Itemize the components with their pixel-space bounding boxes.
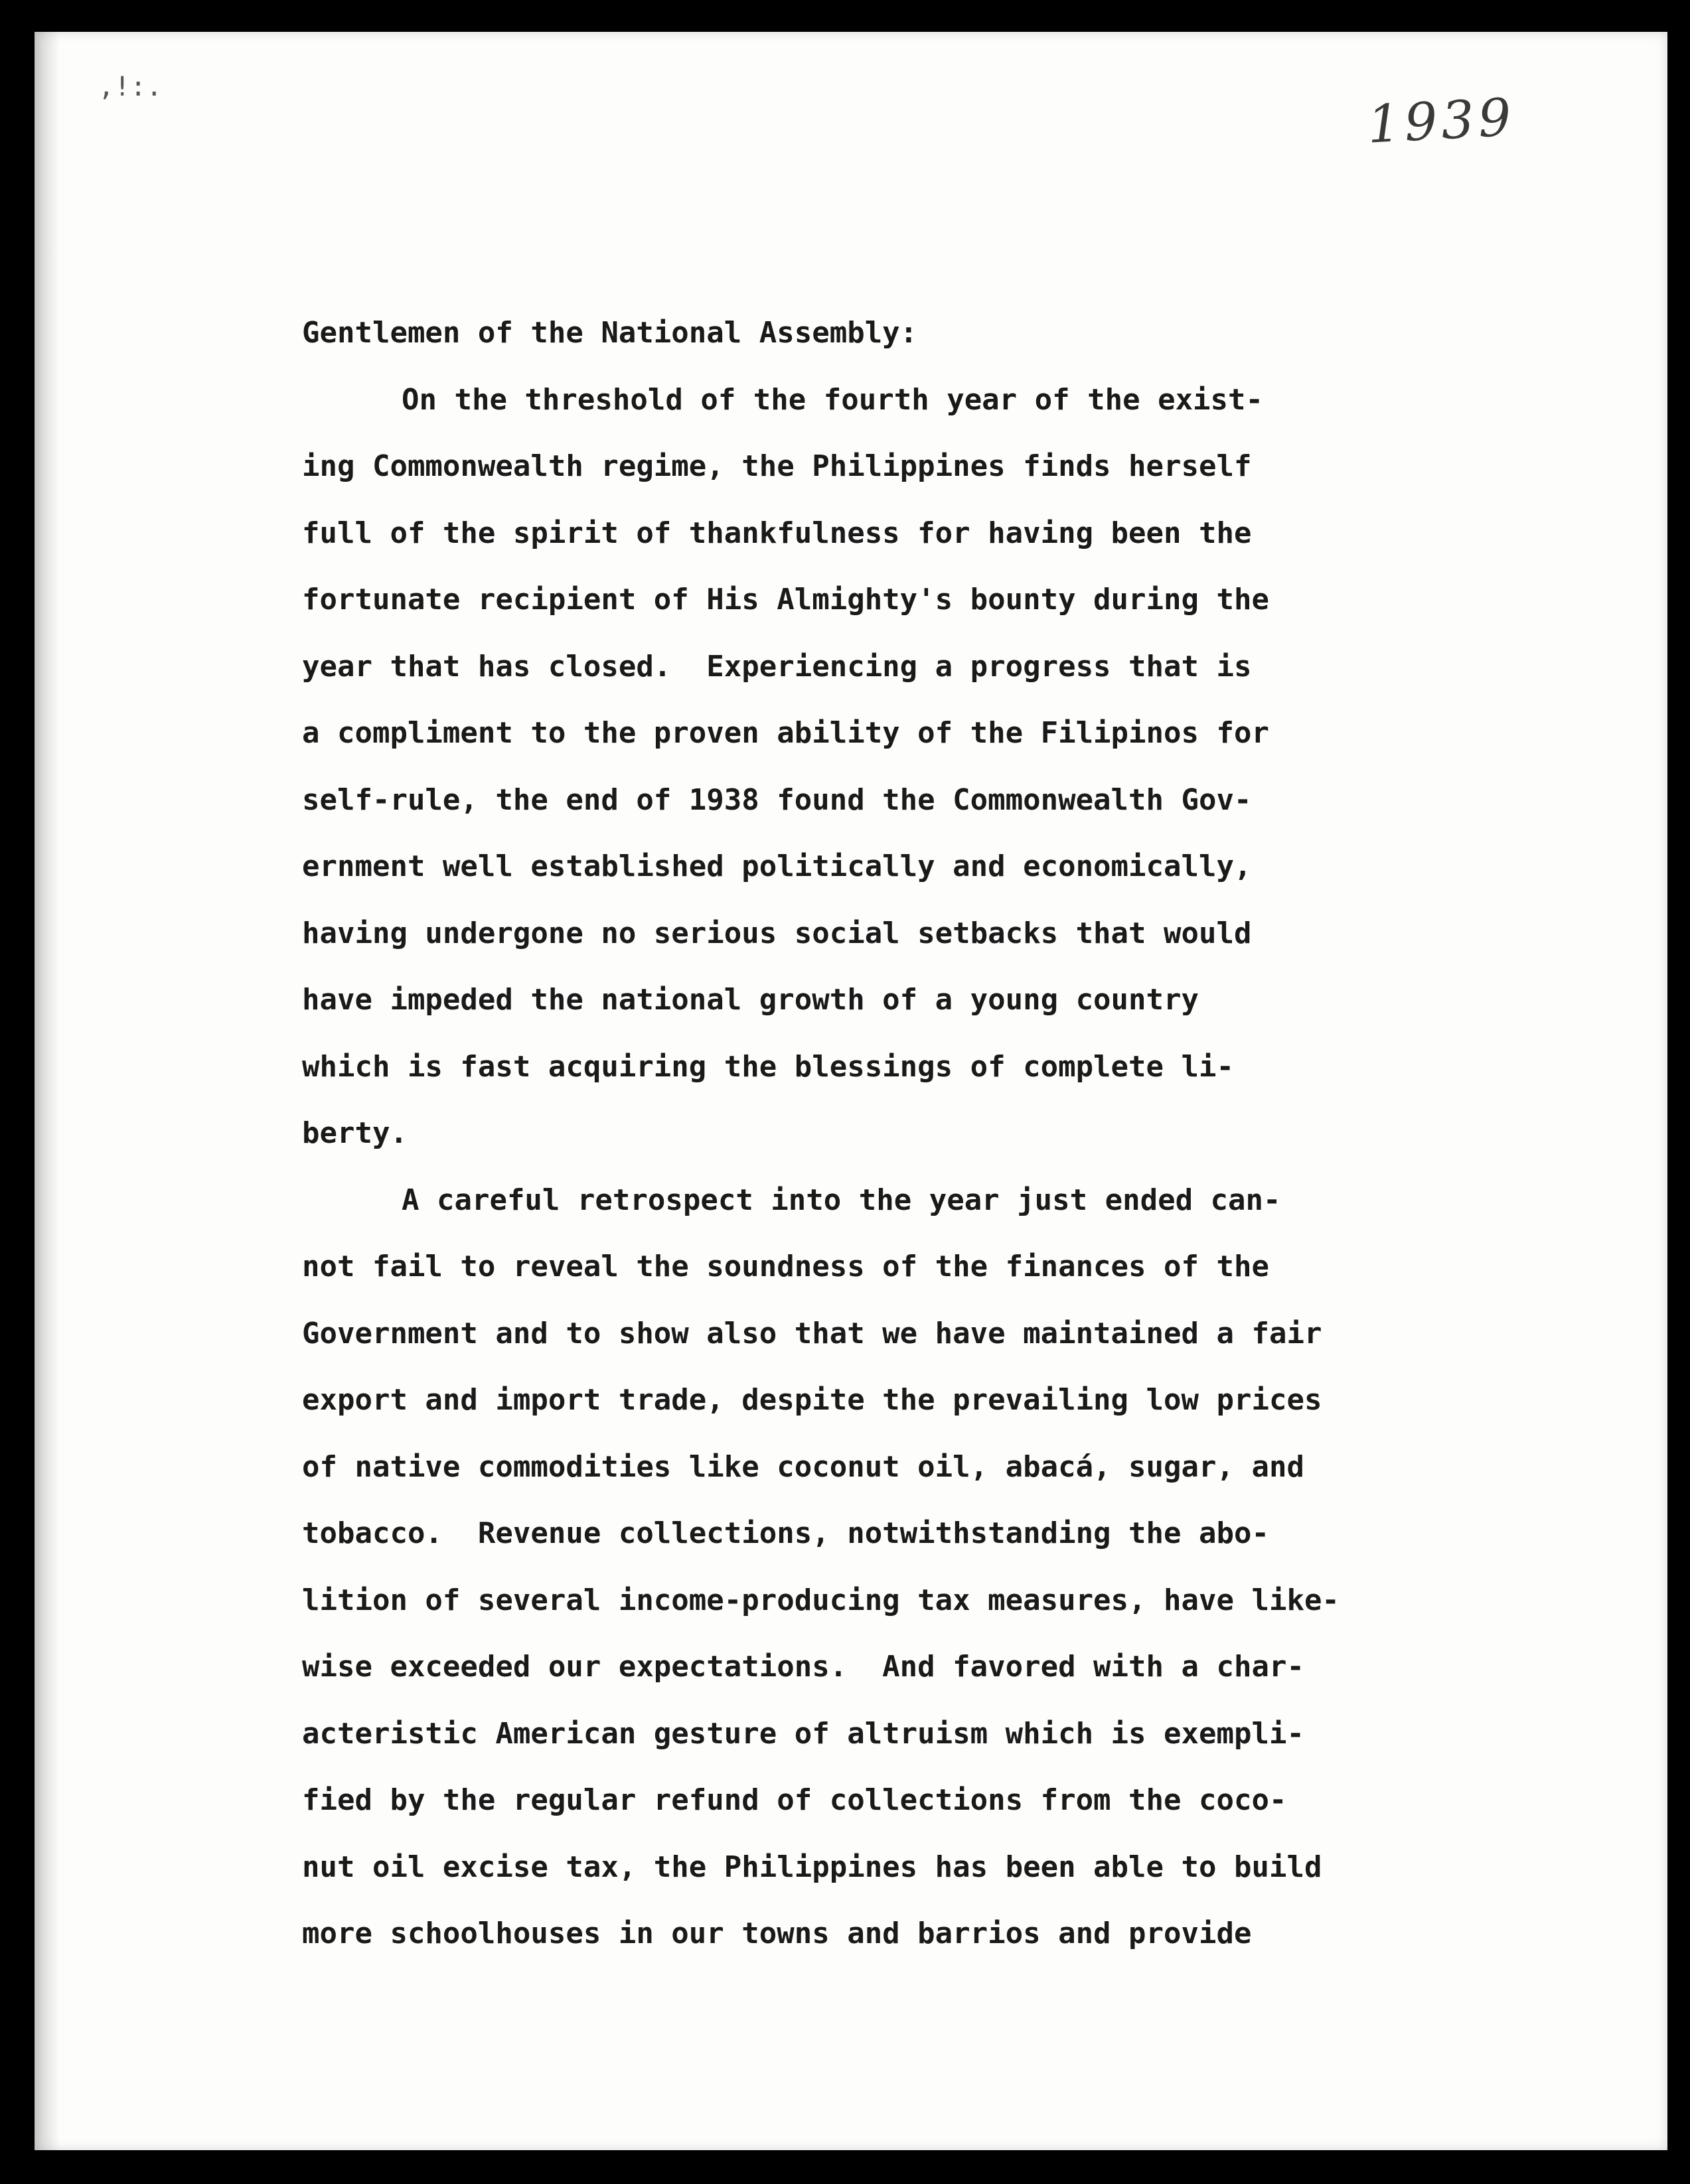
body-text	[302, 300, 1563, 1968]
text-line: which is fast acquiring the blessings of complete li-	[302, 1049, 1234, 1084]
page-edge-shadow	[35, 32, 60, 2150]
text-line: having undergone no serious social setbacks that would	[302, 916, 1252, 950]
text-line: ing Commonwealth regime, the Philippines finds herself	[302, 449, 1252, 483]
text-line: year that has closed. Experiencing a progress that is	[302, 649, 1252, 684]
text-line: acteristic American gesture of altruism which is exempli-	[302, 1716, 1304, 1751]
handwritten-year: 1939	[1365, 88, 1517, 155]
text-line: export and import trade, despite the prevailing low prices	[302, 1383, 1322, 1417]
text-line: lition of several income-producing tax measures, have like-	[302, 1583, 1340, 1617]
text-line: On the threshold of the fourth year of the exist-	[402, 382, 1264, 417]
text-line: A careful retrospect into the year just ended can-	[402, 1183, 1281, 1217]
text-line: ernment well established politically and economically,	[302, 849, 1252, 883]
text-line: have impeded the national growth of a young country	[302, 983, 1199, 1017]
text-line: tobacco. Revenue collections, notwithstanding the abo-	[302, 1516, 1269, 1550]
text-line: full of the spirit of thankfulness for having been the	[302, 516, 1252, 550]
text-line: not fail to reveal the soundness of the finances of the	[302, 1250, 1269, 1283]
salutation-line: Gentlemen of the National Assembly:	[302, 316, 918, 350]
text-line: fied by the regular refund of collections from the coco-	[302, 1783, 1287, 1817]
text-line: wise exceeded our expectations. And favored with a char-	[302, 1650, 1304, 1684]
text-line: of native commodities like coconut oil, abacá, sugar, and	[302, 1449, 1304, 1484]
text-line: fortunate recipient of His Almighty's bounty during the	[302, 583, 1269, 617]
text-line: more schoolhouses in our towns and barrios and provide	[302, 1917, 1252, 1950]
text-line: berty.	[302, 1116, 408, 1150]
text-line: a compliment to the proven ability of the Filipinos for	[302, 716, 1269, 750]
corner-mark: ,!:.	[98, 72, 163, 102]
text-line: nut oil excise tax, the Philippines has been able to build	[302, 1850, 1322, 1884]
text-line: Government and to show also that we have maintained a fair	[302, 1316, 1322, 1350]
text-line: self-rule, the end of 1938 found the Commonwealth Gov-	[302, 782, 1252, 817]
